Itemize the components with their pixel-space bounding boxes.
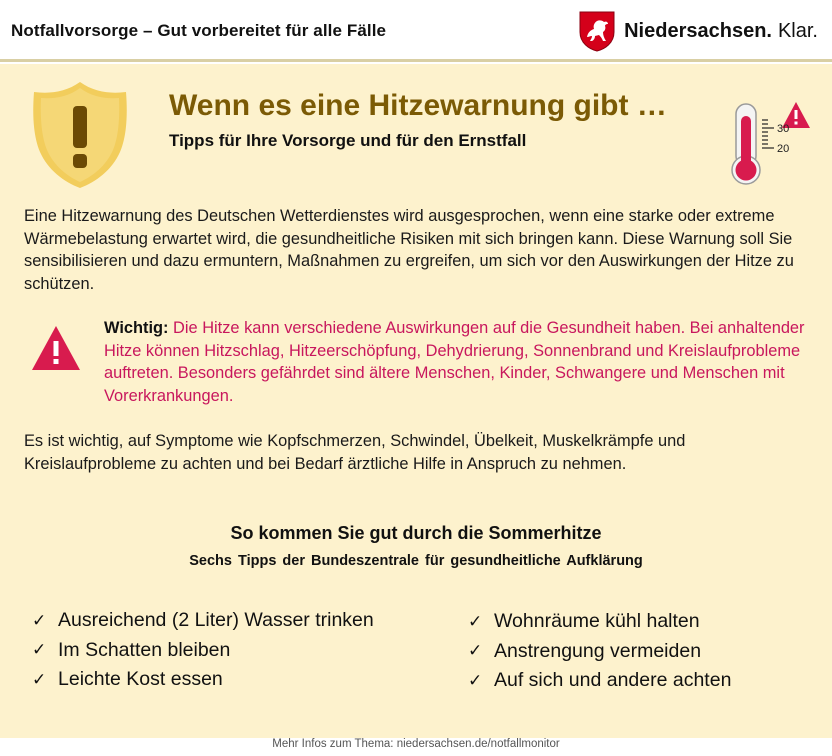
tips-subtitle: Sechs Tipps der Bundeszentrale für gesundheitliche Aufklärung: [189, 553, 643, 569]
list-item: [468, 607, 731, 637]
checkmark-icon: ✓: [468, 670, 483, 691]
warning-shield-icon: [28, 78, 132, 190]
tip-text: Ausreichend (2 Liter) Wasser trinken: [58, 609, 374, 632]
checkmark-icon: ✓: [32, 610, 47, 631]
brand-claim: Klar.: [777, 19, 818, 42]
headline: Wenn es eine Hitzewarnung gibt …: [169, 89, 667, 122]
tip-text: Leichte Kost essen: [58, 668, 223, 691]
brand-name: Niedersachsen.: [624, 19, 772, 42]
intro-paragraph: Eine Hitzewarnung des Deutschen Wetterdienstes wird ausgesprochen, wenn eine starke oder extreme Wärmebelastung erwartet wird, die gesundheitliche Risiken mit sich bringen kann. Diese Warnung soll Sie sensibilisieren und dazu ermuntern, Maßnahmen zu ergreifen, um sich vor den Auswirkungen der Hitze zu schützen.: [24, 207, 794, 294]
checkmark-icon: ✓: [468, 641, 483, 662]
list-item: [32, 636, 374, 666]
content-panel: [0, 64, 832, 738]
header-bar: [0, 0, 832, 62]
brand-logo[interactable]: [578, 10, 818, 52]
important-label: Wichtig:: [104, 319, 169, 337]
tip-text: Auf sich und andere achten: [494, 669, 732, 692]
checkmark-icon: ✓: [468, 611, 483, 632]
list-item: [468, 637, 731, 667]
tip-text: Wohnräume kühl halten: [494, 610, 700, 633]
tips-list-right: [468, 607, 731, 696]
footer-link[interactable]: Mehr Infos zum Thema: niedersachsen.de/notfallmonitor: [272, 738, 560, 750]
symptoms-paragraph: Es ist wichtig, auf Symptome wie Kopfschmerzen, Schwindel, Übelkeit, Muskelkrämpfe und Kreislaufprobleme zu achten und bei Bedarf ärztliche Hilfe in Anspruch zu nehmen.: [24, 432, 686, 473]
tips-title: So kommen Sie gut durch die Sommerhitze: [230, 523, 602, 543]
tips-list-left: [32, 606, 374, 695]
tip-text: Im Schatten bleiben: [58, 638, 231, 661]
scale-label-20: 20: [777, 143, 790, 155]
page-title: Notfallvorsorge – Gut vorbereitet für alle Fälle: [11, 21, 387, 40]
list-item: [32, 606, 374, 636]
checkmark-icon: ✓: [32, 669, 47, 690]
scale-label-30: 30: [777, 123, 790, 135]
tip-text: Anstrengung vermeiden: [494, 639, 702, 662]
checkmark-icon: ✓: [32, 640, 47, 661]
warning-triangle-icon: [30, 324, 82, 372]
important-notice: [104, 317, 814, 408]
thermometer-icon: [726, 82, 822, 188]
list-item: [468, 666, 731, 696]
important-text: Die Hitze kann verschiedene Auswirkungen auf die Gesundheit haben. Bei anhaltender Hitze können Hitzschlag, Hitzeerschöpfung, Dehydrierung, Sonnenbrand und Kreislaufprobleme auftreten. Besonders gefährdet sind ältere Menschen, Kinder, Schwangere und Menschen mit Vorerkrankungen.: [104, 319, 805, 406]
coat-of-arms-icon: [578, 10, 616, 52]
subheadline: Tipps für Ihre Vorsorge und für den Ernstfall: [169, 131, 527, 150]
list-item: [32, 665, 374, 695]
